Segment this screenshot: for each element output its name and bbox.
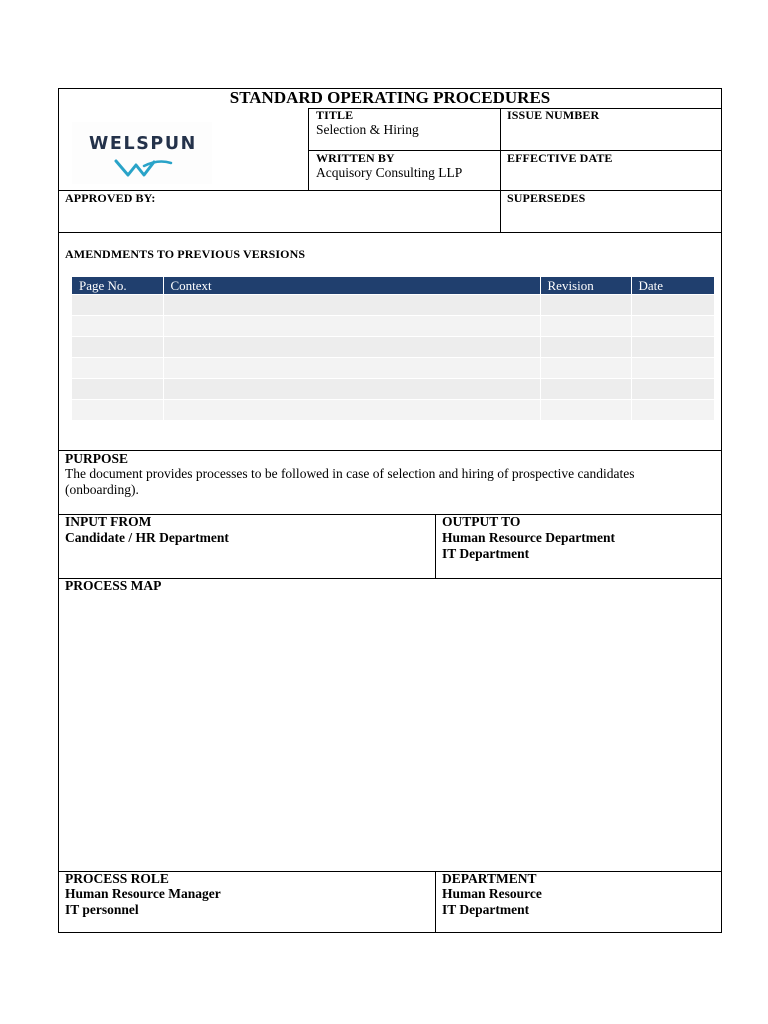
logo-wave-icon — [114, 158, 174, 178]
table-cell — [631, 316, 714, 337]
amendments-table — [72, 277, 714, 420]
approved-row-divider — [58, 232, 722, 233]
table-cell — [540, 316, 631, 337]
header-divider-right — [500, 108, 501, 232]
table-cell — [631, 358, 714, 379]
department-line1: Human Resource — [442, 886, 542, 901]
table-cell — [540, 400, 631, 421]
table-cell — [72, 337, 163, 358]
table-cell — [72, 400, 163, 421]
logo-row-divider — [58, 190, 722, 191]
written-by-label: WRITTEN BY — [316, 151, 395, 165]
table-cell — [540, 337, 631, 358]
amendments-heading: AMENDMENTS TO PREVIOUS VERSIONS — [65, 247, 306, 261]
purpose-top-divider — [58, 450, 722, 451]
amendments-header-row — [72, 277, 714, 295]
issue-number-label: ISSUE NUMBER — [507, 108, 600, 122]
table-cell — [163, 316, 540, 337]
table-cell — [540, 379, 631, 400]
table-cell — [72, 295, 163, 316]
logo-wordmark: WELSPUN — [89, 134, 197, 154]
page-title: STANDARD OPERATING PROCEDURES — [229, 88, 551, 107]
table-row — [72, 358, 714, 379]
io-top-divider — [58, 514, 722, 515]
welspun-logo — [72, 122, 212, 184]
table-cell — [540, 295, 631, 316]
table-row — [72, 379, 714, 400]
approved-by-label: APPROVED BY: — [65, 191, 156, 205]
output-to-heading: OUTPUT TO — [442, 514, 521, 529]
process-map-heading: PROCESS MAP — [65, 578, 162, 593]
input-from-value: Candidate / HR Department — [65, 530, 229, 545]
sop-form-frame — [58, 88, 722, 933]
department-heading: DEPARTMENT — [442, 871, 537, 886]
table-row — [72, 400, 714, 421]
table-row — [72, 316, 714, 337]
process-role-line1: Human Resource Manager — [65, 886, 221, 901]
table-cell — [163, 358, 540, 379]
output-to-line1: Human Resource Department — [442, 530, 615, 545]
written-by-value: Acquisory Consulting LLP — [316, 165, 463, 180]
table-cell — [163, 400, 540, 421]
process-role-line2: IT personnel — [65, 902, 139, 917]
table-cell — [631, 295, 714, 316]
table-cell — [72, 379, 163, 400]
table-cell — [631, 379, 714, 400]
table-cell — [540, 358, 631, 379]
input-from-heading: INPUT FROM — [65, 514, 152, 529]
col-context: Context — [163, 277, 540, 295]
col-page-no: Page No. — [72, 277, 163, 295]
table-cell — [163, 379, 540, 400]
table-cell — [72, 316, 163, 337]
table-cell — [72, 358, 163, 379]
table-cell — [163, 295, 540, 316]
purpose-text: The document provides processes to be followed in case of selection and hiring of prospective candidates (onboarding). — [65, 466, 635, 497]
col-date: Date — [631, 277, 714, 295]
role-divider — [435, 871, 436, 933]
col-revision: Revision — [540, 277, 631, 295]
purpose-heading: PURPOSE — [65, 451, 129, 466]
io-divider — [435, 514, 436, 578]
supersedes-label: SUPERSEDES — [507, 191, 586, 205]
output-to-line2: IT Department — [442, 546, 530, 561]
title-value: Selection & Hiring — [316, 122, 419, 137]
table-cell — [631, 400, 714, 421]
department-line2: IT Department — [442, 902, 530, 917]
title-label: TITLE — [316, 108, 354, 122]
effective-date-label: EFFECTIVE DATE — [507, 151, 613, 165]
table-cell — [631, 337, 714, 358]
process-role-heading: PROCESS ROLE — [65, 871, 169, 886]
header-divider-left — [308, 108, 309, 190]
table-cell — [163, 337, 540, 358]
table-row — [72, 337, 714, 358]
table-row — [72, 295, 714, 316]
